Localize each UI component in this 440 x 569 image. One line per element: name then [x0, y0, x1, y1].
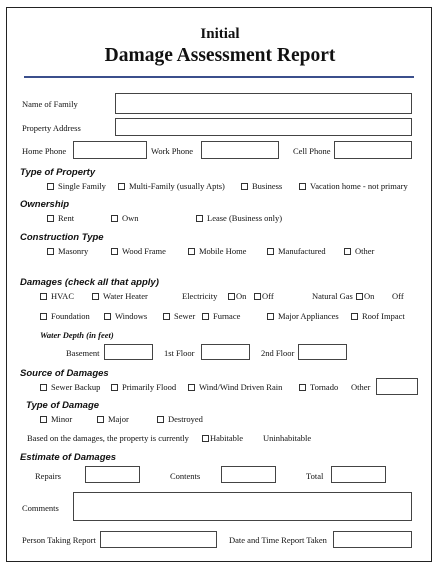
minor-label: Minor	[51, 414, 73, 424]
property-address-field[interactable]	[115, 118, 412, 136]
rent-checkbox[interactable]	[47, 215, 54, 222]
habitable-label: Habitable	[210, 433, 244, 443]
estimate-heading: Estimate of Damages	[20, 452, 117, 463]
other-source-label: Other	[351, 382, 371, 392]
business-checkbox[interactable]	[241, 183, 248, 190]
natural-gas-off-label: Off	[392, 291, 404, 301]
multi-family-label: Multi-Family (usually Apts)	[129, 181, 225, 191]
type-of-property-heading: Type of Property	[20, 167, 96, 178]
lease-checkbox[interactable]	[196, 215, 203, 222]
sewer-label: Sewer	[174, 311, 196, 321]
primarily-flood-label: Primarily Flood	[122, 382, 177, 392]
water-heater-label: Water Heater	[103, 291, 148, 301]
home-phone-field[interactable]	[73, 141, 147, 159]
total-field[interactable]	[331, 466, 386, 483]
first-floor-depth-field[interactable]	[201, 344, 250, 360]
water-heater-checkbox[interactable]	[92, 293, 99, 300]
habitable-checkbox[interactable]	[202, 435, 209, 442]
contents-field[interactable]	[221, 466, 276, 483]
source-of-damages-heading: Source of Damages	[20, 368, 109, 379]
person-taking-report-label: Person Taking Report	[22, 535, 96, 545]
second-floor-label: 2nd Floor	[261, 348, 295, 358]
work-phone-label: Work Phone	[151, 146, 194, 156]
foundation-label: Foundation	[51, 311, 90, 321]
rent-label: Rent	[58, 213, 75, 223]
electricity-on-checkbox[interactable]	[228, 293, 235, 300]
own-checkbox[interactable]	[111, 215, 118, 222]
wood-frame-label: Wood Frame	[122, 246, 166, 256]
other-source-field[interactable]	[376, 378, 418, 395]
type-of-damage-heading: Type of Damage	[26, 400, 100, 411]
title-initial: Initial	[200, 26, 240, 42]
other-construction-label: Other	[355, 246, 375, 256]
lease-label: Lease (Business only)	[207, 213, 283, 223]
other-construction-checkbox[interactable]	[344, 248, 351, 255]
repairs-label: Repairs	[35, 471, 61, 481]
sewer-backup-label: Sewer Backup	[51, 382, 101, 392]
cell-phone-field[interactable]	[334, 141, 412, 159]
windows-checkbox[interactable]	[104, 313, 111, 320]
primarily-flood-checkbox[interactable]	[111, 384, 118, 391]
hvac-label: HVAC	[51, 291, 74, 301]
manufactured-checkbox[interactable]	[267, 248, 274, 255]
tornado-checkbox[interactable]	[299, 384, 306, 391]
major-appliances-checkbox[interactable]	[267, 313, 274, 320]
tornado-label: Tornado	[310, 382, 339, 392]
manufactured-label: Manufactured	[278, 246, 326, 256]
property-address-label: Property Address	[22, 123, 81, 133]
comments-label: Comments	[22, 503, 59, 513]
roof-impact-checkbox[interactable]	[351, 313, 358, 320]
major-appliances-label: Major Appliances	[278, 311, 339, 321]
mobile-home-label: Mobile Home	[199, 246, 247, 256]
cell-phone-label: Cell Phone	[293, 146, 331, 156]
single-family-checkbox[interactable]	[47, 183, 54, 190]
windows-label: Windows	[115, 311, 148, 321]
destroyed-label: Destroyed	[168, 414, 203, 424]
electricity-off-label: Off	[262, 291, 274, 301]
sewer-backup-checkbox[interactable]	[40, 384, 47, 391]
furnace-label: Furnace	[213, 311, 241, 321]
own-label: Own	[122, 213, 139, 223]
home-phone-label: Home Phone	[22, 146, 67, 156]
ownership-heading: Ownership	[20, 199, 70, 210]
date-time-label: Date and Time Report Taken	[229, 535, 327, 545]
wind-rain-label: Wind/Wind Driven Rain	[199, 382, 283, 392]
electricity-label: Electricity	[182, 291, 218, 301]
damages-heading: Damages (check all that apply)	[20, 277, 159, 288]
work-phone-field[interactable]	[201, 141, 279, 159]
construction-type-heading: Construction Type	[20, 232, 104, 243]
second-floor-depth-field[interactable]	[298, 344, 347, 360]
foundation-checkbox[interactable]	[40, 313, 47, 320]
contents-label: Contents	[170, 471, 201, 481]
wind-rain-checkbox[interactable]	[188, 384, 195, 391]
wood-frame-checkbox[interactable]	[111, 248, 118, 255]
person-taking-report-field[interactable]	[100, 531, 217, 548]
electricity-off-checkbox[interactable]	[254, 293, 261, 300]
electricity-on-label: On	[236, 291, 247, 301]
destroyed-checkbox[interactable]	[157, 416, 164, 423]
masonry-label: Masonry	[58, 246, 89, 256]
vacation-home-checkbox[interactable]	[299, 183, 306, 190]
first-floor-label: 1st Floor	[164, 348, 195, 358]
name-of-family-label: Name of Family	[22, 99, 78, 109]
date-time-field[interactable]	[333, 531, 412, 548]
business-label: Business	[252, 181, 283, 191]
natural-gas-label: Natural Gas	[312, 291, 353, 301]
water-depth-label: Water Depth (in feet)	[40, 330, 114, 340]
total-label: Total	[306, 471, 324, 481]
major-checkbox[interactable]	[97, 416, 104, 423]
comments-field[interactable]	[73, 492, 412, 521]
repairs-field[interactable]	[85, 466, 140, 483]
major-label: Major	[108, 414, 129, 424]
uninhabitable-label: Uninhabitable	[263, 433, 312, 443]
minor-checkbox[interactable]	[40, 416, 47, 423]
natural-gas-on-checkbox[interactable]	[356, 293, 363, 300]
hvac-checkbox[interactable]	[40, 293, 47, 300]
sewer-checkbox[interactable]	[163, 313, 170, 320]
basement-depth-field[interactable]	[104, 344, 153, 360]
title-divider	[24, 76, 414, 78]
single-family-label: Single Family	[58, 181, 106, 191]
name-of-family-field[interactable]	[115, 93, 412, 114]
multi-family-checkbox[interactable]	[118, 183, 125, 190]
roof-impact-label: Roof Impact	[362, 311, 405, 321]
masonry-checkbox[interactable]	[47, 248, 54, 255]
natural-gas-on-label: On	[364, 291, 375, 301]
vacation-home-label: Vacation home - not primary	[310, 181, 408, 191]
basement-label: Basement	[66, 348, 100, 358]
furnace-checkbox[interactable]	[202, 313, 209, 320]
report-title: Damage Assessment Report	[104, 45, 336, 66]
mobile-home-checkbox[interactable]	[188, 248, 195, 255]
property-status-statement: Based on the damages, the property is currently	[27, 433, 189, 443]
